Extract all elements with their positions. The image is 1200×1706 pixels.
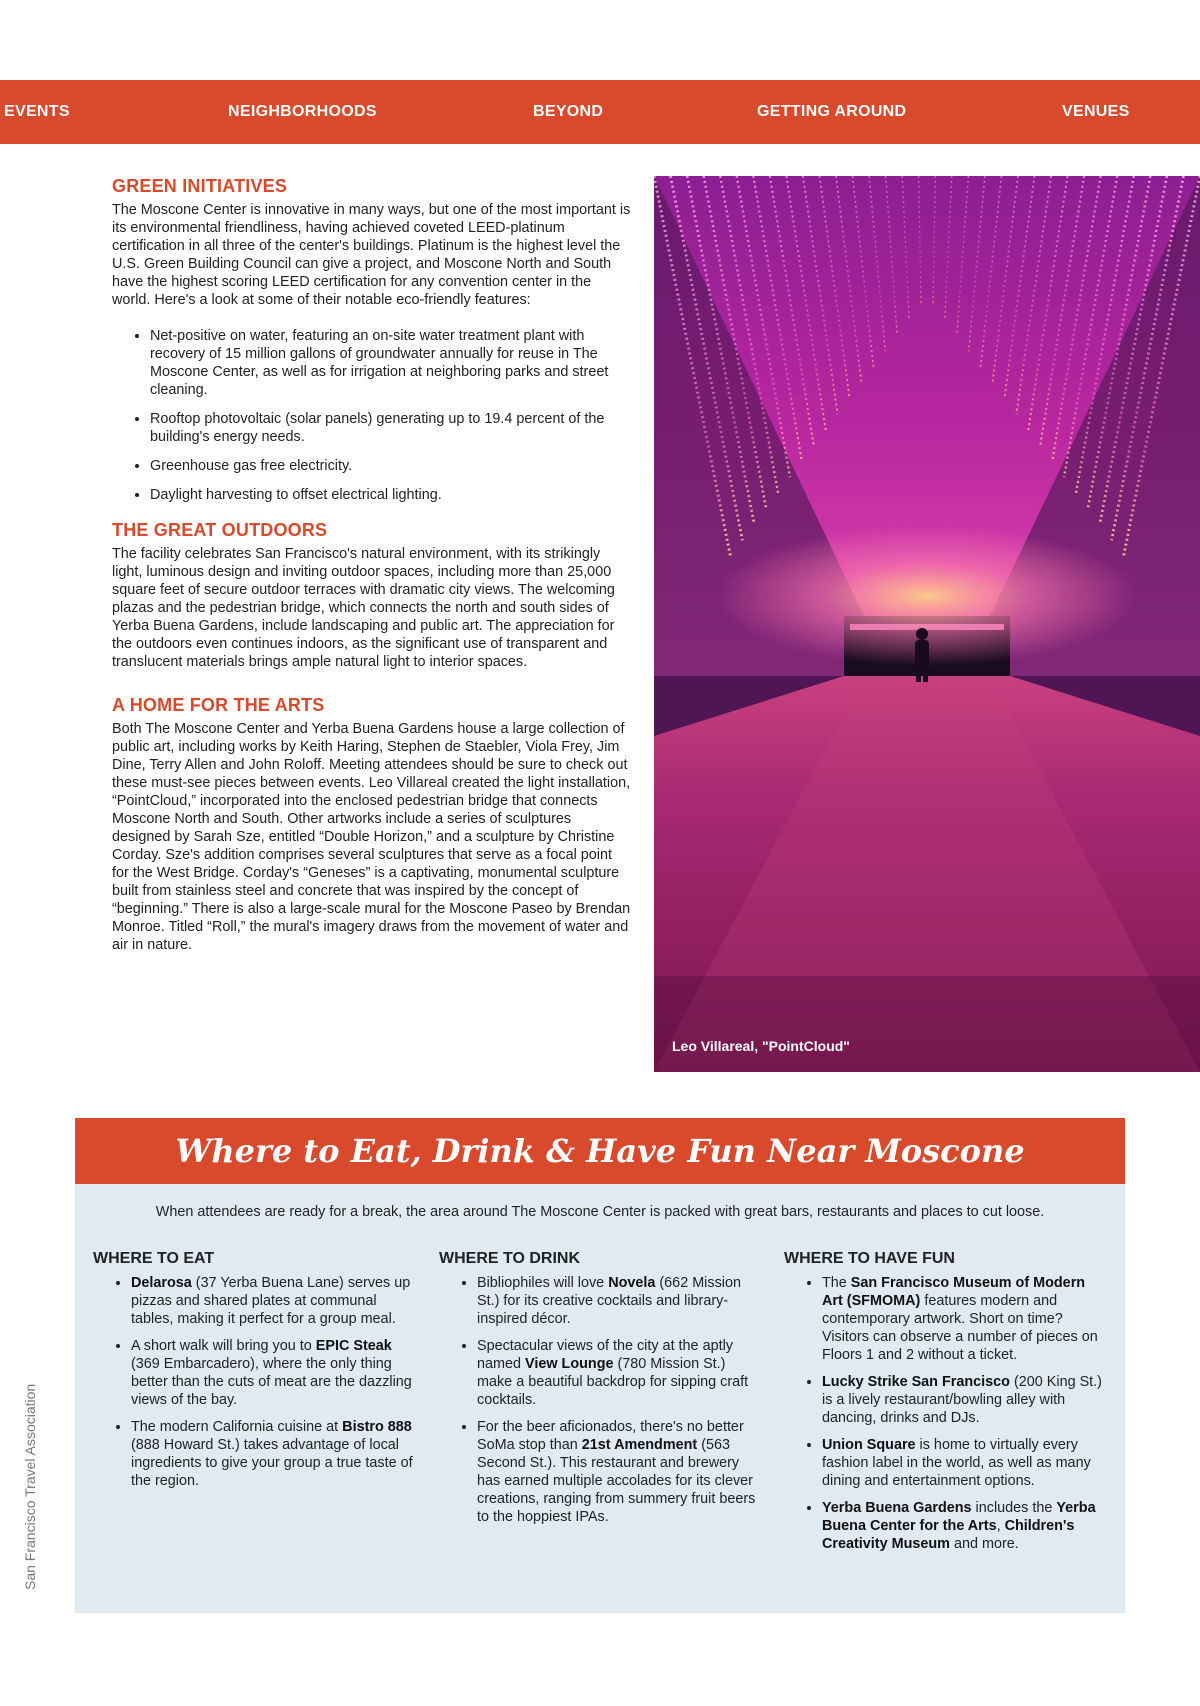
nav-item-venues[interactable]: VENUES (1062, 103, 1130, 120)
article-column (112, 176, 632, 954)
drink-list (439, 1274, 759, 1526)
venue-name: Yerba Buena Gardens (822, 1500, 972, 1516)
venue-name: Novela (608, 1275, 656, 1291)
column-heading: WHERE TO DRINK (439, 1250, 581, 1267)
list-item (131, 1418, 413, 1490)
venue-name: Bistro 888 (342, 1419, 412, 1435)
list-item-text: (37 Yerba Buena Lane) serves up pizzas and shared plates at communal tables, making it perfect for a group meal. (131, 1275, 411, 1327)
nav-item-neighborhoods[interactable]: NEIGHBORHOODS (228, 103, 377, 120)
venue-name: Yerba Buena Center for the Arts (822, 1500, 1096, 1534)
list-item-text: (662 Mission St.) for its creative cocktails and library-inspired décor. (477, 1275, 741, 1327)
where-to-drink-column (439, 1250, 759, 1535)
venue-name: Delarosa (131, 1275, 192, 1291)
venue-name: View Lounge (525, 1356, 614, 1372)
list-item-text: The modern California cuisine at (131, 1419, 343, 1435)
venue-name: EPIC Steak (315, 1338, 392, 1354)
list-item-text: (888 Howard St.) takes advantage of local ingredients to give your group a true taste of the region. (131, 1437, 413, 1489)
list-item (131, 1274, 413, 1328)
list-item-text: Bibliophiles will love (477, 1275, 609, 1291)
list-item: • Rooftop photovoltaic (solar panels) generating up to 19.4 percent of the building's energy needs. (150, 410, 632, 446)
venue-name: Children's Creativity Museum (822, 1518, 1075, 1552)
list-item (131, 1337, 413, 1409)
green-initiatives-intro: The Moscone Center is innovative in many ways, but one of the most important is its environmental friendliness, having achieved coveted LEED-platinum certification in all three of the center's buildings. Platinum is the highest level the U.S. Green Building Council can give a project, and Moscone North and South have the highest scoring LEED certification for any convention center in the world. Here's a look at some of their notable eco-friendly features: (112, 202, 631, 308)
pointcloud-illustration (654, 176, 1200, 1072)
column-heading: WHERE TO EAT (93, 1250, 215, 1267)
list-item-text: (563 Second St.). This restaurant and brewery has earned multiple accolades for its clever creations, ranging from summery fruit beers to the hoppiest IPAs. (477, 1437, 756, 1525)
green-initiatives-heading: GREEN INITIATIVES (112, 176, 288, 196)
list-item-text: features modern and contemporary artwork. Short on time? Visitors can observe a number of pieces on Floors 1 and 2 without a ticket. (822, 1293, 1098, 1363)
list-item (477, 1418, 759, 1526)
list-item-text: Spectacular views of the city at the aptly named (477, 1338, 733, 1372)
list-item-text: (780 Mission St.) make a beautiful backdrop for sipping craft cocktails. (477, 1356, 749, 1408)
list-item: • Net-positive on water, featuring an on-site water treatment plant with recovery of 15 million gallons of groundwater annually for reuse in The Moscone Center, as well as for irrigation at neighboring parks and street cleaning. (150, 327, 632, 399)
list-item-text: (200 King St.) is a lively restaurant/bowling alley with dancing, drinks and DJs. (822, 1374, 1102, 1426)
pointcloud-photo (654, 176, 1200, 1072)
list-item (822, 1274, 1104, 1364)
list-item-text: is home to virtually every fashion label in the world, as well as many dining and entertainment options. (822, 1437, 1091, 1489)
side-credit: San Francisco Travel Association (22, 1383, 38, 1590)
list-item-text: includes the (971, 1500, 1057, 1516)
list-item (822, 1373, 1104, 1427)
section-intro: When attendees are ready for a break, the area around The Moscone Center is packed with great bars, restaurants and places to cut loose. (155, 1204, 1045, 1220)
section-banner-title: Where to Eat, Drink & Have Fun Near Moscone (75, 1118, 1125, 1184)
list-item (822, 1499, 1104, 1553)
list-item-text: A short walk will bring you to (131, 1338, 316, 1354)
eat-list (93, 1274, 413, 1490)
great-outdoors-body: The facility celebrates San Francisco's natural environment, with its strikingly light, luminous design and inviting outdoor spaces, including more than 25,000 square feet of secure outdoor terraces with dramatic city views. The welcoming plazas and the pedestrian bridge, which connects the north and south sides of Yerba Buena Gardens, include landscaping and public art. The appreciation for the outdoors even continues indoors, as the significant use of transparent and translucent materials brings ample natural light to interior spaces. (112, 546, 615, 670)
home-for-arts-heading: A HOME FOR THE ARTS (112, 695, 325, 715)
great-outdoors-heading: THE GREAT OUTDOORS (112, 520, 328, 540)
venue-name: Union Square (822, 1437, 916, 1453)
top-nav-bar (0, 80, 1200, 144)
column-heading: WHERE TO HAVE FUN (784, 1250, 955, 1267)
list-item (477, 1337, 759, 1409)
list-item: • Daylight harvesting to offset electrical lighting. (150, 486, 632, 504)
where-to-have-fun-column (784, 1250, 1104, 1562)
nav-item-getting-around[interactable]: GETTING AROUND (757, 103, 907, 120)
venue-name: San Francisco Museum of Modern Art (SFMOMA) (822, 1275, 1086, 1309)
nav-item-beyond[interactable]: BEYOND (533, 103, 604, 120)
list-item-text: For the beer aficionados, there's no better SoMa stop than (477, 1419, 744, 1453)
where-to-eat-column (93, 1250, 413, 1499)
fun-list (784, 1274, 1104, 1553)
photo-caption: Leo Villareal, "PointCloud" (672, 1038, 850, 1054)
list-item-text: (369 Embarcadero), where the only thing better than the cuts of meat are the dazzling views of the bay. (131, 1356, 412, 1408)
list-item-text: and more. (949, 1536, 1019, 1552)
list-item: • Greenhouse gas free electricity. (150, 457, 632, 475)
list-item-text: , (996, 1518, 1005, 1534)
venue-name: Lucky Strike San Francisco (822, 1374, 1010, 1390)
list-item-text: The (822, 1275, 851, 1291)
where-to-eat-panel (75, 1118, 1125, 1613)
venue-name: 21st Amendment (581, 1437, 698, 1453)
list-item (477, 1274, 759, 1328)
home-for-arts-body: Both The Moscone Center and Yerba Buena Gardens house a large collection of public art, including works by Keith Haring, Stephen de Staebler, Viola Frey, Jim Dine, Terry Allen and John Roloff. Meeting attendees should be sure to check out these must-see pieces between events. Leo Villareal created the light installation, “PointCloud,” incorporated into the enclosed pedestrian bridge that connects Moscone North and South. Other artworks include a series of sculptures designed by Sarah Sze, entitled “Double Horizon,” and a sculpture by Christine Corday. Sze's addition comprises several sculptures that serve as a focal point for the West Bridge. Corday's “Geneses” is a captivating, monumental sculpture built from stainless steel and concrete that was inspired by the concept of “beginning.” There is also a large-scale mural for the Moscone Paseo by Brendan Monroe. Titled “Roll,” the mural's imagery draws from the movement of water and air in nature. (112, 721, 631, 953)
list-item (822, 1436, 1104, 1490)
nav-item-events[interactable]: EVENTS (4, 103, 70, 120)
green-features-list (112, 327, 632, 504)
